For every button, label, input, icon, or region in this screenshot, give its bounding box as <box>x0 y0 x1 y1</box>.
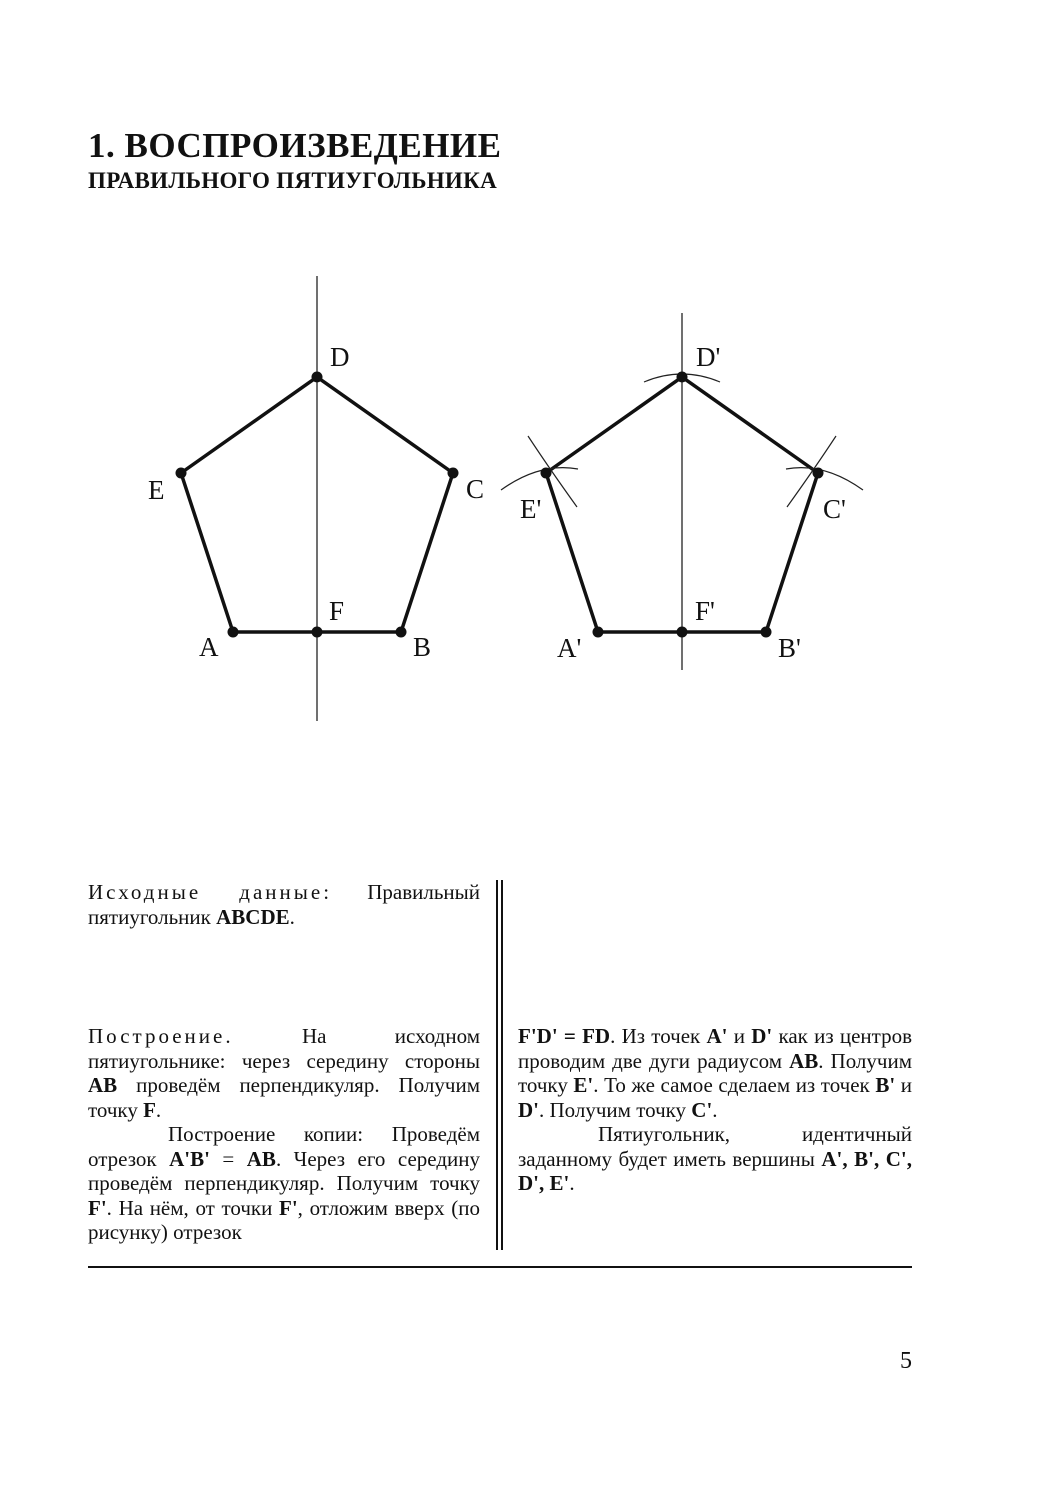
column-separator-right <box>501 880 503 1250</box>
right-text-4: и <box>727 1024 752 1048</box>
final-vertices: A', B', C', D', E' <box>518 1146 912 1195</box>
right-ab: AB <box>789 1048 819 1073</box>
right-point-c: C' <box>691 1097 713 1122</box>
copy-label-d: D' <box>696 342 721 372</box>
right-point-a: A' <box>706 1024 728 1048</box>
copy-label-e: E' <box>520 494 542 524</box>
right-text-14: . Получим точку <box>539 1097 692 1122</box>
original-point-c <box>448 468 459 479</box>
copy-label-b: B' <box>778 633 801 663</box>
copy-point-d <box>677 372 688 383</box>
right-paragraph-1 <box>518 1024 912 1122</box>
right-text-12: и <box>895 1073 912 1097</box>
original-point-e <box>176 468 187 479</box>
right-column <box>518 1024 912 1196</box>
right-text-8: . Получим точку <box>518 1048 912 1097</box>
copy-eq: = <box>209 1146 247 1171</box>
copy-label-f: F' <box>695 596 715 626</box>
left-column <box>88 880 480 929</box>
construction-ab: AB <box>88 1073 118 1097</box>
right-point-d-1: D' <box>751 1024 773 1048</box>
copy-label-c: C' <box>823 494 846 524</box>
bottom-rule <box>88 1266 912 1268</box>
right-text-2: . Из точек <box>610 1024 707 1048</box>
copy-pentagon <box>501 313 863 670</box>
copy-f-2: F' <box>279 1195 298 1220</box>
page-title: 1. ВОСПРОИЗВЕДЕНИЕ <box>88 126 502 165</box>
construction-text-1: На исходном пятиугольнике: через середину стороны <box>88 1024 480 1073</box>
right-text-6: как из центров проводим две дуги радиусом <box>518 1024 913 1073</box>
copy-construction-paragraph <box>88 1122 480 1245</box>
original-label-e: E <box>148 475 165 505</box>
copy-text-4: , отложим вверх (по рисунку) отрезок <box>88 1195 480 1244</box>
page-number: 5 <box>900 1348 912 1374</box>
construction-f: F <box>143 1097 156 1122</box>
original-point-a <box>228 627 239 638</box>
copy-point-a <box>593 627 604 638</box>
input-data-paragraph <box>88 880 480 929</box>
left-column-construction <box>88 1024 480 1245</box>
right-point-b: B' <box>875 1073 896 1097</box>
input-data-label: Исходные данные: <box>88 880 333 904</box>
original-label-b: B <box>413 632 432 662</box>
original-point-b <box>396 627 407 638</box>
right-text-16: . <box>712 1097 718 1122</box>
construction-label: Построение. <box>88 1024 234 1048</box>
copy-point-f <box>677 627 688 638</box>
original-label-a: A <box>199 632 219 662</box>
column-separator-left <box>496 880 498 1250</box>
input-data-end: . <box>289 904 295 929</box>
copy-text-2: . Через его середину проведём перпендикуляр. Получим точку <box>88 1146 480 1195</box>
construction-paragraph <box>88 1024 480 1122</box>
copy-point-b <box>761 627 772 638</box>
original-label-d: D <box>330 342 350 372</box>
original-point-d <box>312 372 323 383</box>
arc-at-e-2 <box>501 468 578 490</box>
original-label-c: C <box>466 474 485 504</box>
original-point-f <box>312 627 323 638</box>
copy-f-1: F' <box>88 1195 107 1220</box>
construction-end: . <box>155 1097 162 1122</box>
right-text-10: . То же самое сделаем из точек <box>593 1073 876 1097</box>
copy-ab: AB <box>246 1146 276 1171</box>
right-fd-equation: F'D' = FD <box>518 1024 611 1048</box>
page-subtitle: ПРАВИЛЬНОГО ПЯТИУГОЛЬНИКА <box>88 168 497 193</box>
original-pentagon <box>148 276 484 721</box>
input-data-text: Правильный пятиугольник <box>88 880 480 929</box>
copy-segment: A'B' <box>169 1146 210 1171</box>
arc-at-c-2 <box>786 468 863 490</box>
copy-text-1: Построение копии: Проведём отрезок <box>88 1122 480 1171</box>
copy-text-3: . На нём, от точки <box>106 1195 279 1220</box>
final-text: Пятиугольник, идентичный заданному будет иметь вершины <box>518 1122 912 1171</box>
input-data-pentagon: ABCDE <box>216 904 290 929</box>
copy-point-c <box>813 468 824 479</box>
copy-label-a: A' <box>557 633 582 663</box>
right-point-d-2: D' <box>518 1097 539 1122</box>
construction-text-2: проведём перпендикуляр. Получим точку <box>88 1073 480 1122</box>
final-end: . <box>569 1171 575 1195</box>
right-point-e: E' <box>573 1073 594 1097</box>
copy-point-e <box>541 468 552 479</box>
right-paragraph-2 <box>518 1122 912 1196</box>
original-label-f: F <box>329 596 345 626</box>
